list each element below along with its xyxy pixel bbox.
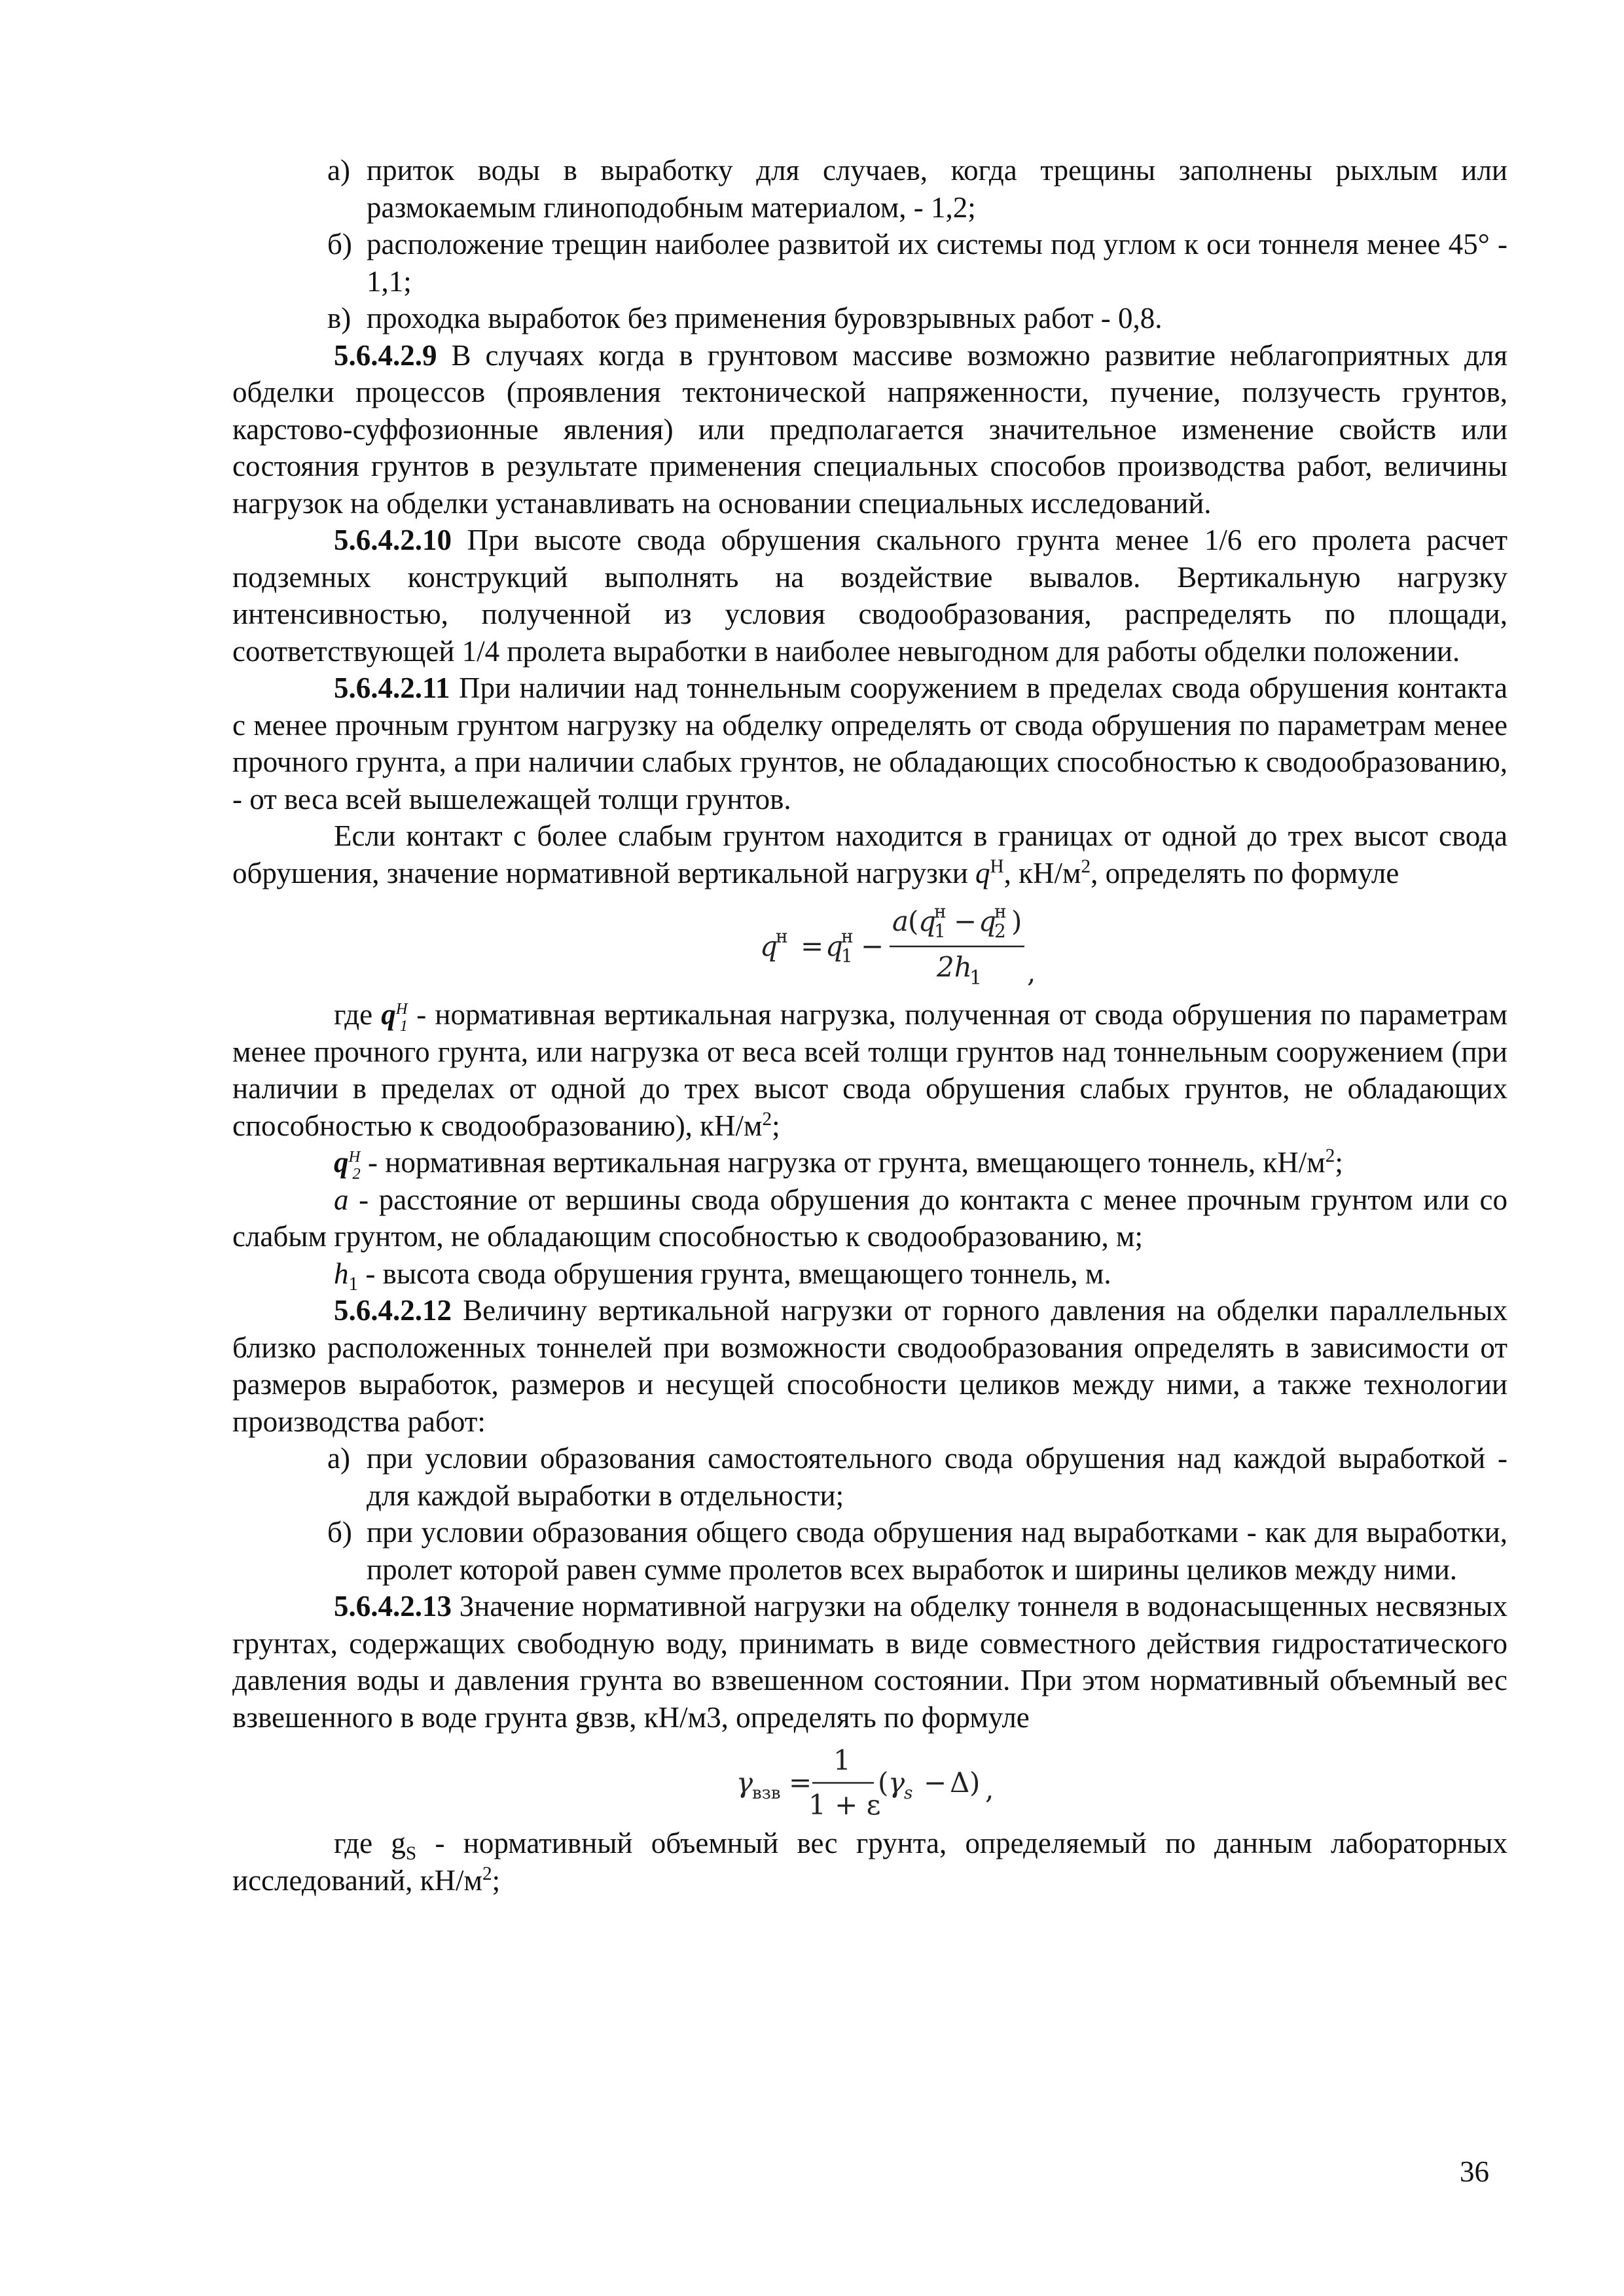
paragraph-where-h1: [232, 1255, 1507, 1293]
paragraph-text: В случаях когда в грунтовом массиве возможно развитие неблагоприятных для обделки процессов (проявления тектонической напряженности, пучение, ползучесть грунтов, карстово-суффозионные явления) или предполагается значительное изменение свойств или состояния грунтов в результате применения специальных способов производства работ, величины нагрузок на обделки устанавливать на основании специальных исследований.: [232, 338, 1507, 520]
list-item: [232, 300, 1507, 337]
list-marker: а): [327, 1442, 350, 1475]
punctuation: ;: [1335, 1146, 1343, 1179]
unit-superscript: 2: [1325, 1145, 1335, 1166]
formula-load-svg: [232, 891, 1507, 996]
formula2-open: (: [878, 1767, 889, 1799]
symbol-a: a: [334, 1183, 349, 1216]
paragraph-text: Значение нормативной нагрузки на обделку тоннеля в водонасыщенных несвязных грунтах, содержащих свободную воду, принимать в виде совместного действия гидростатического давления воды и давления грунта во взвешенном состоянии. При этом нормативный объемный вес взвешенного в воде грунта gвзв, кН/м3, определять по формуле: [232, 1590, 1507, 1734]
symbol-q2: q: [334, 1146, 349, 1179]
paragraph-where-gs: [232, 1825, 1507, 1899]
formula-den: 2h: [937, 951, 972, 983]
list-item: [232, 1440, 1507, 1514]
list-text: проходка выработок без применения буровзрывных работ - 0,8.: [367, 302, 1163, 334]
formula-eq: =: [801, 930, 824, 962]
formula2-close: ): [969, 1767, 981, 1799]
formula2-gs: γ: [888, 1767, 905, 1799]
formula-num-q1-sup: н: [934, 901, 947, 922]
paragraph-text: - нормативная вертикальная нагрузка от грунта, вмещающего тоннель, кН/м: [360, 1146, 1326, 1179]
formula2-den: 1 + ε: [808, 1789, 881, 1821]
formula-num-q2-sup: н: [994, 901, 1007, 922]
symbol-h: h: [334, 1257, 349, 1290]
formula-lhs-sup: н: [776, 925, 788, 947]
unit-superscript: 2: [482, 1863, 492, 1884]
formula-num-q1: q: [918, 905, 936, 937]
paragraph-text: При наличии над тоннельным сооружением в пределах свода обрушения контакта с менее прочным грунтом нагрузку на обделку определять от свода обрушения по параметрам менее прочного грунта, а при наличии слабых грунтов, не обладающих способностью к сводообразованию, - от веса всей вышележащей толщи грунтов.: [232, 672, 1507, 816]
symbol-q1: q: [381, 998, 396, 1031]
section-number: 5.6.4.2.9: [334, 338, 437, 372]
symbol-h-sub: 1: [348, 1273, 359, 1295]
formula-q1-sub: 1: [841, 945, 853, 967]
punctuation: ;: [492, 1863, 501, 1897]
formula2-minus: −: [924, 1767, 947, 1799]
paragraph-text: - нормативная вертикальная нагрузка, полученная от свода обрушения по параметрам менее прочного грунта, или нагрузка от веса всей толщи грунтов над тоннельным сооружением (при наличии в пределах от одной до трех высот свода обрушения слабых грунтов, не обладающих способностью к сводообразованию), кН/м: [232, 998, 1507, 1142]
formula-minus: −: [861, 930, 884, 962]
where-lead: где: [334, 998, 382, 1031]
paragraph-5-6-4-2-13: [232, 1588, 1507, 1736]
section-number: 5.6.4.2.12: [334, 1294, 452, 1327]
list-marker: б): [327, 228, 352, 260]
formula-comma: ,: [1027, 956, 1036, 988]
formula-weight-svg: [232, 1736, 1507, 1825]
formula2-comma: ,: [985, 1773, 994, 1805]
unit-superscript: 2: [762, 1108, 772, 1130]
formula2-eq: =: [789, 1767, 812, 1799]
list-text: приток воды в выработку для случаев, когда трещины заполнены рыхлым или размокаемым глиноподобным материалом, - 1,2;: [367, 154, 1507, 224]
paragraph-contact: [232, 817, 1507, 891]
list-text: расположение трещин наиболее развитой их системы под углом к оси тоннеля менее 45° - 1,1;: [367, 228, 1507, 298]
formula2-num: 1: [833, 1744, 851, 1776]
symbol-superscript: Н: [990, 855, 1004, 877]
punctuation: ;: [772, 1109, 780, 1142]
symbol-q2-sup: Н: [348, 1148, 361, 1166]
paragraph-text: - нормативный объемный вес грунта, определяемый по данным лабораторных исследований, кН/м: [232, 1827, 1507, 1897]
paragraph-5-6-4-2-12: [232, 1292, 1507, 1440]
paragraph-text: При высоте свода обрушения скального грунта менее 1/6 его пролета расчет подземных конструкций выполнять на воздействие вывалов. Вертикальную нагрузку интенсивностью, полученной из условия сводообразования, распределять по площади, соответствующей 1/4 пролета выработки в наиболее невыгодном для работы обделки положении.: [232, 524, 1507, 668]
paragraph-5-6-4-2-11: [232, 670, 1507, 817]
paragraph-5-6-4-2-10: [232, 522, 1507, 670]
formula-num-q1-sub: 1: [934, 920, 946, 942]
page-number: 36: [1460, 2155, 1489, 2188]
symbol-q1-sub: 1: [399, 1017, 408, 1035]
formula-num-q2-sub: 2: [994, 920, 1006, 942]
paragraph-text-end: , определять по формуле: [1091, 856, 1399, 889]
formula2-lhs-sub: взв: [752, 1784, 781, 1803]
formula-num-a: a: [892, 905, 909, 937]
paragraph-text: Величину вертикальной нагрузки от горного давления на обделки параллельных близко расположенных тоннелей при возможности сводообразования определять в зависимости от размеров выработок, размеров и несущей способности целиков между ними, а также технологии производства работ:: [232, 1294, 1507, 1438]
list-text: при условии образования самостоятельного свода обрушения над каждой выработкой - для каждой выработки в отдельности;: [367, 1442, 1507, 1512]
symbol-q: q: [975, 856, 990, 889]
formula-q1: q: [825, 930, 843, 962]
section-number: 5.6.4.2.10: [334, 524, 452, 556]
section-number: 5.6.4.2.13: [334, 1590, 452, 1623]
formula2-lhs: γ: [736, 1767, 753, 1799]
unit-superscript: 2: [1081, 855, 1091, 877]
formula-num-q2: q: [979, 905, 996, 937]
formula2-gs-sub: s: [904, 1784, 913, 1803]
formula2-delta: Δ: [950, 1767, 970, 1799]
symbol-q1-sup: Н: [395, 1000, 408, 1018]
formula-num-close: ): [1011, 905, 1022, 937]
list-marker: а): [327, 154, 350, 187]
formula-q1-sup: н: [841, 925, 854, 947]
section-number: 5.6.4.2.11: [334, 672, 450, 704]
paragraph-5-6-4-2-9: [232, 337, 1507, 522]
list-text: при условии образования общего свода обрушения над выработками - как для выработки, пролет которой равен сумме пролетов всех выработок и ширины целиков между ними.: [367, 1516, 1507, 1586]
symbol-g: g: [391, 1827, 406, 1859]
formula-num-open: (: [908, 905, 919, 937]
formula-load: [232, 891, 1507, 996]
paragraph-text: - расстояние от вершины свода обрушения до контакта с менее прочным грунтом или со слабым грунтом, не обладающим способностью к сводообразованию, м;: [232, 1183, 1507, 1253]
formula-den-sub: 1: [969, 967, 983, 990]
formula-weight: [232, 1736, 1507, 1825]
paragraph-where-a: [232, 1181, 1507, 1255]
list-item: [232, 226, 1507, 300]
formula-lhs: q: [760, 930, 778, 962]
unit-text: , кН/м: [1003, 856, 1081, 889]
list-marker: б): [327, 1516, 352, 1549]
formula-num-minus: −: [954, 905, 977, 937]
paragraph-text: Если контакт с более слабым грунтом находится в границах от одной до трех высот свода обрушения, значение нормативной вертикальной нагрузки: [232, 819, 1507, 889]
paragraph-where-q2: [232, 1144, 1507, 1181]
where-lead: где: [334, 1827, 391, 1859]
symbol-g-sub: S: [405, 1843, 417, 1864]
list-item: [232, 1514, 1507, 1588]
document-page: [232, 152, 1507, 1899]
symbol-q2-sub: 2: [352, 1165, 361, 1183]
paragraph-where-q1: [232, 996, 1507, 1144]
list-marker: в): [327, 302, 352, 334]
list-item: [232, 152, 1507, 226]
paragraph-text: - высота свода обрушения грунта, вмещающего тоннель, м.: [358, 1257, 1111, 1290]
